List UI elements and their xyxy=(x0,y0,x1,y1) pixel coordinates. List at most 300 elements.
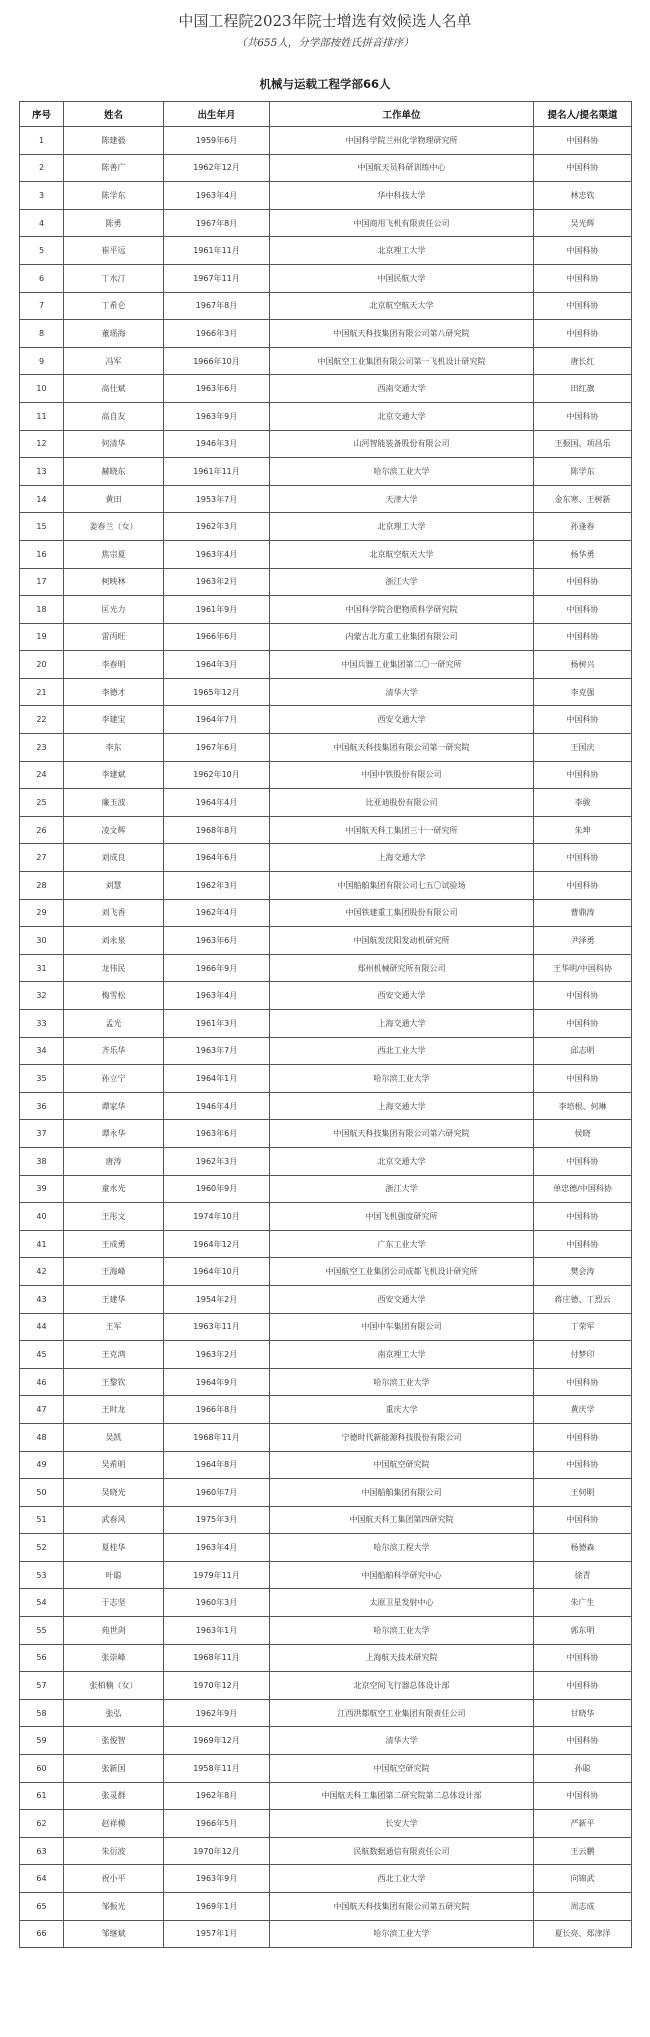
cell-name: 祝小平 xyxy=(64,1865,164,1893)
cell-birth: 1963年4月 xyxy=(164,982,270,1010)
cell-name: 张俊智 xyxy=(64,1727,164,1755)
cell-nominator: 中国科协 xyxy=(534,154,632,182)
cell-no: 55 xyxy=(20,1617,64,1645)
cell-birth: 1966年6月 xyxy=(164,623,270,651)
cell-birth: 1966年10月 xyxy=(164,347,270,375)
cell-birth: 1961年11月 xyxy=(164,458,270,486)
cell-nominator: 中国科协 xyxy=(534,761,632,789)
cell-nominator: 田红旗 xyxy=(534,375,632,403)
cell-unit: 民航数据通信有限责任公司 xyxy=(270,1837,534,1865)
cell-unit: 宁德时代新能源科技股份有限公司 xyxy=(270,1423,534,1451)
cell-unit: 长安大学 xyxy=(270,1810,534,1838)
table-row xyxy=(20,1010,632,1038)
cell-name: 刘飞香 xyxy=(64,899,164,927)
cell-unit: 清华大学 xyxy=(270,678,534,706)
cell-nominator: 中国科协 xyxy=(534,1203,632,1231)
cell-name: 王克鸿 xyxy=(64,1341,164,1369)
cell-unit: 中国航空工业集团有限公司第一飞机设计研究院 xyxy=(270,347,534,375)
cell-name: 孙立宁 xyxy=(64,1065,164,1093)
table-row xyxy=(20,872,632,900)
cell-no: 13 xyxy=(20,458,64,486)
table-row xyxy=(20,209,632,237)
cell-unit: 太原卫星发射中心 xyxy=(270,1589,534,1617)
cell-unit: 上海交通大学 xyxy=(270,844,534,872)
cell-no: 11 xyxy=(20,402,64,430)
cell-no: 16 xyxy=(20,540,64,568)
cell-name: 李德才 xyxy=(64,678,164,706)
cell-nominator: 中国科协 xyxy=(534,623,632,651)
cell-birth: 1970年12月 xyxy=(164,1672,270,1700)
cell-birth: 1975年3月 xyxy=(164,1506,270,1534)
cell-name: 丁水汀 xyxy=(64,264,164,292)
cell-unit: 南京理工大学 xyxy=(270,1341,534,1369)
cell-unit: 北京理工大学 xyxy=(270,237,534,265)
cell-no: 47 xyxy=(20,1396,64,1424)
cell-no: 35 xyxy=(20,1065,64,1093)
cell-nominator: 中国科协 xyxy=(534,1782,632,1810)
cell-name: 张灵群 xyxy=(64,1782,164,1810)
cell-no: 25 xyxy=(20,789,64,817)
cell-birth: 1965年12月 xyxy=(164,678,270,706)
table-row xyxy=(20,1617,632,1645)
cell-unit: 广东工业大学 xyxy=(270,1230,534,1258)
cell-birth: 1963年4月 xyxy=(164,182,270,210)
cell-nominator: 中国科协 xyxy=(534,264,632,292)
cell-no: 4 xyxy=(20,209,64,237)
cell-no: 3 xyxy=(20,182,64,210)
cell-name: 谭家华 xyxy=(64,1092,164,1120)
cell-no: 38 xyxy=(20,1147,64,1175)
table-row xyxy=(20,127,632,155)
cell-unit: 西北工业大学 xyxy=(270,1865,534,1893)
table-row xyxy=(20,1258,632,1286)
cell-name: 王时龙 xyxy=(64,1396,164,1424)
cell-nominator: 陈学东 xyxy=(534,458,632,486)
cell-unit: 哈尔滨工业大学 xyxy=(270,1920,534,1948)
cell-no: 36 xyxy=(20,1092,64,1120)
table-body xyxy=(20,127,632,1948)
cell-name: 孟光 xyxy=(64,1010,164,1038)
cell-unit: 中国航天科工集团第四研究院 xyxy=(270,1506,534,1534)
cell-birth: 1946年4月 xyxy=(164,1092,270,1120)
cell-name: 柯映林 xyxy=(64,568,164,596)
table-row xyxy=(20,1561,632,1589)
cell-name: 吴凯 xyxy=(64,1423,164,1451)
cell-birth: 1960年7月 xyxy=(164,1479,270,1507)
cell-nominator: 中国科协 xyxy=(534,1147,632,1175)
cell-birth: 1963年4月 xyxy=(164,1534,270,1562)
cell-no: 56 xyxy=(20,1644,64,1672)
cell-birth: 1961年9月 xyxy=(164,596,270,624)
cell-name: 赵祥模 xyxy=(64,1810,164,1838)
table-row xyxy=(20,1699,632,1727)
cell-birth: 1962年4月 xyxy=(164,899,270,927)
cell-name: 李建宝 xyxy=(64,706,164,734)
table-row xyxy=(20,1147,632,1175)
cell-unit: 中国航空工业集团公司成都飞机设计研究所 xyxy=(270,1258,534,1286)
cell-unit: 哈尔滨工业大学 xyxy=(270,1368,534,1396)
cell-name: 匡光力 xyxy=(64,596,164,624)
cell-birth: 1960年9月 xyxy=(164,1175,270,1203)
cell-name: 何清华 xyxy=(64,430,164,458)
cell-nominator: 蒋庄德、丁烈云 xyxy=(534,1285,632,1313)
cell-nominator: 王国庆 xyxy=(534,734,632,762)
cell-name: 张弘 xyxy=(64,1699,164,1727)
cell-no: 57 xyxy=(20,1672,64,1700)
cell-no: 1 xyxy=(20,127,64,155)
table-row xyxy=(20,320,632,348)
cell-unit: 中国兵器工业集团第二〇一研究所 xyxy=(270,651,534,679)
cell-birth: 1969年1月 xyxy=(164,1893,270,1921)
table-row xyxy=(20,1727,632,1755)
cell-name: 冯军 xyxy=(64,347,164,375)
cell-no: 60 xyxy=(20,1755,64,1783)
table-row xyxy=(20,899,632,927)
table-row xyxy=(20,596,632,624)
cell-unit: 华中科技大学 xyxy=(270,182,534,210)
cell-nominator: 王振国、项昌乐 xyxy=(534,430,632,458)
table-row xyxy=(20,513,632,541)
cell-name: 邹振光 xyxy=(64,1893,164,1921)
cell-birth: 1963年9月 xyxy=(164,402,270,430)
cell-name: 于志坚 xyxy=(64,1589,164,1617)
cell-name: 吴希明 xyxy=(64,1451,164,1479)
cell-birth: 1963年6月 xyxy=(164,927,270,955)
header-no: 序号 xyxy=(20,102,64,127)
document-title: 中国工程院2023年院士增选有效候选人名单 xyxy=(178,12,472,30)
cell-nominator: 李克强 xyxy=(534,678,632,706)
cell-nominator: 中国科协 xyxy=(534,844,632,872)
cell-nominator: 中国科协 xyxy=(534,1727,632,1755)
cell-no: 8 xyxy=(20,320,64,348)
cell-no: 64 xyxy=(20,1865,64,1893)
cell-unit: 北京空间飞行器总体设计部 xyxy=(270,1672,534,1700)
cell-no: 18 xyxy=(20,596,64,624)
cell-no: 14 xyxy=(20,485,64,513)
cell-birth: 1963年6月 xyxy=(164,375,270,403)
cell-nominator: 郭东明 xyxy=(534,1617,632,1645)
cell-unit: 中国中铁股份有限公司 xyxy=(270,761,534,789)
cell-nominator: 甘晓华 xyxy=(534,1699,632,1727)
cell-no: 27 xyxy=(20,844,64,872)
table-row xyxy=(20,402,632,430)
cell-nominator: 中国科协 xyxy=(534,982,632,1010)
table-row xyxy=(20,816,632,844)
cell-birth: 1963年2月 xyxy=(164,568,270,596)
cell-unit: 中国航空研究院 xyxy=(270,1451,534,1479)
table-row xyxy=(20,1203,632,1231)
cell-nominator: 曹鼎涛 xyxy=(534,899,632,927)
cell-unit: 内蒙古北方重工业集团有限公司 xyxy=(270,623,534,651)
cell-nominator: 邱志明 xyxy=(534,1037,632,1065)
cell-no: 26 xyxy=(20,816,64,844)
cell-unit: 哈尔滨工程大学 xyxy=(270,1534,534,1562)
table-row xyxy=(20,1837,632,1865)
cell-birth: 1970年12月 xyxy=(164,1837,270,1865)
cell-no: 9 xyxy=(20,347,64,375)
cell-nominator: 中国科协 xyxy=(534,1506,632,1534)
table-row xyxy=(20,1423,632,1451)
cell-no: 45 xyxy=(20,1341,64,1369)
table-row xyxy=(20,623,632,651)
cell-nominator: 中国科协 xyxy=(534,1230,632,1258)
cell-birth: 1946年3月 xyxy=(164,430,270,458)
cell-unit: 中国航天科技集团有限公司第八研究院 xyxy=(270,320,534,348)
cell-birth: 1964年10月 xyxy=(164,1258,270,1286)
cell-no: 29 xyxy=(20,899,64,927)
cell-nominator: 付梦印 xyxy=(534,1341,632,1369)
cell-name: 王建华 xyxy=(64,1285,164,1313)
cell-name: 王黎钦 xyxy=(64,1368,164,1396)
table-row xyxy=(20,651,632,679)
cell-birth: 1963年7月 xyxy=(164,1037,270,1065)
cell-no: 62 xyxy=(20,1810,64,1838)
cell-birth: 1964年8月 xyxy=(164,1451,270,1479)
cell-birth: 1964年1月 xyxy=(164,1065,270,1093)
cell-birth: 1967年6月 xyxy=(164,734,270,762)
cell-birth: 1964年3月 xyxy=(164,651,270,679)
cell-name: 赫晓东 xyxy=(64,458,164,486)
cell-nominator: 中国科协 xyxy=(534,320,632,348)
table-row xyxy=(20,1092,632,1120)
table-row xyxy=(20,789,632,817)
cell-nominator: 徐青 xyxy=(534,1561,632,1589)
cell-unit: 西南交通大学 xyxy=(270,375,534,403)
header-birth: 出生年月 xyxy=(164,102,270,127)
cell-nominator: 中国科协 xyxy=(534,872,632,900)
cell-name: 谭永华 xyxy=(64,1120,164,1148)
cell-name: 王海峰 xyxy=(64,1258,164,1286)
cell-no: 5 xyxy=(20,237,64,265)
cell-unit: 北京交通大学 xyxy=(270,402,534,430)
cell-nominator: 朱坤 xyxy=(534,816,632,844)
cell-nominator: 中国科协 xyxy=(534,706,632,734)
cell-no: 52 xyxy=(20,1534,64,1562)
cell-unit: 中国船舶科学研究中心 xyxy=(270,1561,534,1589)
cell-name: 唐涛 xyxy=(64,1147,164,1175)
cell-no: 40 xyxy=(20,1203,64,1231)
cell-name: 刘永泉 xyxy=(64,927,164,955)
table-row xyxy=(20,264,632,292)
cell-nominator: 周志成 xyxy=(534,1893,632,1921)
cell-name: 张崇峰 xyxy=(64,1644,164,1672)
cell-nominator: 中国科协 xyxy=(534,1672,632,1700)
cell-no: 7 xyxy=(20,292,64,320)
cell-unit: 中国民航大学 xyxy=(270,264,534,292)
cell-no: 65 xyxy=(20,1893,64,1921)
cell-no: 31 xyxy=(20,954,64,982)
table-row xyxy=(20,1313,632,1341)
cell-unit: 北京航空航天大学 xyxy=(270,292,534,320)
table-row xyxy=(20,375,632,403)
cell-name: 张新国 xyxy=(64,1755,164,1783)
table-row xyxy=(20,734,632,762)
cell-unit: 西安交通大学 xyxy=(270,706,534,734)
cell-nominator: 向锦武 xyxy=(534,1865,632,1893)
cell-nominator: 孙逢春 xyxy=(534,513,632,541)
cell-name: 吴晓光 xyxy=(64,1479,164,1507)
cell-name: 陈善广 xyxy=(64,154,164,182)
cell-no: 10 xyxy=(20,375,64,403)
cell-unit: 中国航天科技集团有限公司第六研究院 xyxy=(270,1120,534,1148)
cell-name: 陈学东 xyxy=(64,182,164,210)
cell-nominator: 中国科协 xyxy=(534,1451,632,1479)
table-row xyxy=(20,1810,632,1838)
table-row xyxy=(20,1285,632,1313)
cell-unit: 哈尔滨工业大学 xyxy=(270,1065,534,1093)
cell-nominator: 中国科协 xyxy=(534,1065,632,1093)
table-row xyxy=(20,1534,632,1562)
cell-no: 48 xyxy=(20,1423,64,1451)
cell-unit: 哈尔滨工业大学 xyxy=(270,458,534,486)
cell-name: 凌文辉 xyxy=(64,816,164,844)
cell-name: 黄田 xyxy=(64,485,164,513)
cell-no: 63 xyxy=(20,1837,64,1865)
cell-nominator: 朱广生 xyxy=(534,1589,632,1617)
cell-name: 叶聪 xyxy=(64,1561,164,1589)
cell-no: 34 xyxy=(20,1037,64,1065)
cell-birth: 1968年11月 xyxy=(164,1644,270,1672)
cell-nominator: 中国科协 xyxy=(534,237,632,265)
table-row xyxy=(20,954,632,982)
cell-name: 崔平远 xyxy=(64,237,164,265)
cell-no: 42 xyxy=(20,1258,64,1286)
cell-no: 53 xyxy=(20,1561,64,1589)
cell-unit: 浙江大学 xyxy=(270,1175,534,1203)
cell-birth: 1963年2月 xyxy=(164,1341,270,1369)
cell-nominator: 李培根、何琳 xyxy=(534,1092,632,1120)
cell-name: 龙伟民 xyxy=(64,954,164,982)
table-row xyxy=(20,568,632,596)
cell-unit: 中国中车集团有限公司 xyxy=(270,1313,534,1341)
table-row xyxy=(20,1479,632,1507)
cell-no: 22 xyxy=(20,706,64,734)
cell-nominator: 唐长红 xyxy=(534,347,632,375)
cell-nominator: 李骏 xyxy=(534,789,632,817)
table-row xyxy=(20,1175,632,1203)
cell-no: 23 xyxy=(20,734,64,762)
cell-unit: 上海交通大学 xyxy=(270,1092,534,1120)
cell-unit: 中国科学院合肥物质科学研究院 xyxy=(270,596,534,624)
cell-unit: 中国铁建重工集团股份有限公司 xyxy=(270,899,534,927)
cell-unit: 天津大学 xyxy=(270,485,534,513)
cell-no: 58 xyxy=(20,1699,64,1727)
table-row xyxy=(20,430,632,458)
cell-birth: 1962年3月 xyxy=(164,513,270,541)
cell-no: 24 xyxy=(20,761,64,789)
table-row xyxy=(20,761,632,789)
cell-unit: 中国船舶集团有限公司七五〇试验场 xyxy=(270,872,534,900)
cell-no: 21 xyxy=(20,678,64,706)
cell-unit: 上海航天技术研究院 xyxy=(270,1644,534,1672)
cell-no: 6 xyxy=(20,264,64,292)
cell-nominator: 林忠钦 xyxy=(534,182,632,210)
table-row xyxy=(20,292,632,320)
cell-birth: 1962年9月 xyxy=(164,1699,270,1727)
cell-no: 49 xyxy=(20,1451,64,1479)
cell-nominator: 中国科协 xyxy=(534,1644,632,1672)
table-row xyxy=(20,1506,632,1534)
cell-birth: 1967年11月 xyxy=(164,264,270,292)
cell-birth: 1953年7月 xyxy=(164,485,270,513)
cell-unit: 西北工业大学 xyxy=(270,1037,534,1065)
cell-name: 雷丙旺 xyxy=(64,623,164,651)
cell-no: 2 xyxy=(20,154,64,182)
cell-name: 高仕斌 xyxy=(64,375,164,403)
cell-name: 张柏楠（女） xyxy=(64,1672,164,1700)
table-row xyxy=(20,1120,632,1148)
cell-birth: 1968年8月 xyxy=(164,816,270,844)
cell-unit: 中国航天科工集团三十一研究所 xyxy=(270,816,534,844)
table-row xyxy=(20,1368,632,1396)
table-row xyxy=(20,1065,632,1093)
cell-birth: 1961年11月 xyxy=(164,237,270,265)
cell-name: 苑世剑 xyxy=(64,1617,164,1645)
cell-nominator: 中国科协 xyxy=(534,1368,632,1396)
cell-no: 59 xyxy=(20,1727,64,1755)
cell-name: 李东 xyxy=(64,734,164,762)
cell-birth: 1968年11月 xyxy=(164,1423,270,1451)
table-row xyxy=(20,1865,632,1893)
table-row xyxy=(20,1672,632,1700)
cell-unit: 中国航天科技集团有限公司第一研究院 xyxy=(270,734,534,762)
cell-no: 43 xyxy=(20,1285,64,1313)
cell-name: 夏桂华 xyxy=(64,1534,164,1562)
cell-unit: 哈尔滨工业大学 xyxy=(270,1617,534,1645)
table-row xyxy=(20,678,632,706)
cell-nominator: 中国科协 xyxy=(534,127,632,155)
cell-nominator: 王何明 xyxy=(534,1479,632,1507)
cell-birth: 1962年8月 xyxy=(164,1782,270,1810)
cell-birth: 1957年1月 xyxy=(164,1920,270,1948)
cell-birth: 1964年9月 xyxy=(164,1368,270,1396)
cell-name: 王成勇 xyxy=(64,1230,164,1258)
cell-unit: 北京理工大学 xyxy=(270,513,534,541)
cell-unit: 西安交通大学 xyxy=(270,1285,534,1313)
cell-no: 51 xyxy=(20,1506,64,1534)
cell-unit: 西安交通大学 xyxy=(270,982,534,1010)
cell-name: 高自友 xyxy=(64,402,164,430)
cell-nominator: 丁荣军 xyxy=(534,1313,632,1341)
cell-name: 刘慧 xyxy=(64,872,164,900)
cell-nominator: 黄庆学 xyxy=(534,1396,632,1424)
cell-nominator: 杨树兴 xyxy=(534,651,632,679)
cell-unit: 清华大学 xyxy=(270,1727,534,1755)
cell-nominator: 夏长亮、郑津洋 xyxy=(534,1920,632,1948)
cell-birth: 1967年8月 xyxy=(164,292,270,320)
cell-no: 41 xyxy=(20,1230,64,1258)
cell-nominator: 严新平 xyxy=(534,1810,632,1838)
cell-name: 李春明 xyxy=(64,651,164,679)
cell-name: 丁希仑 xyxy=(64,292,164,320)
table-row xyxy=(20,706,632,734)
cell-unit: 北京交通大学 xyxy=(270,1147,534,1175)
cell-birth: 1959年6月 xyxy=(164,127,270,155)
cell-name: 姜春兰（女） xyxy=(64,513,164,541)
cell-unit: 中国航天科技集团有限公司第五研究院 xyxy=(270,1893,534,1921)
cell-no: 66 xyxy=(20,1920,64,1948)
cell-nominator: 中国科协 xyxy=(534,1423,632,1451)
cell-name: 廉玉波 xyxy=(64,789,164,817)
cell-unit: 浙江大学 xyxy=(270,568,534,596)
table-row xyxy=(20,237,632,265)
table-row xyxy=(20,540,632,568)
cell-name: 朱衍波 xyxy=(64,1837,164,1865)
cell-nominator: 中国科协 xyxy=(534,596,632,624)
cell-birth: 1963年4月 xyxy=(164,540,270,568)
cell-nominator: 侯晓 xyxy=(534,1120,632,1148)
cell-birth: 1954年2月 xyxy=(164,1285,270,1313)
